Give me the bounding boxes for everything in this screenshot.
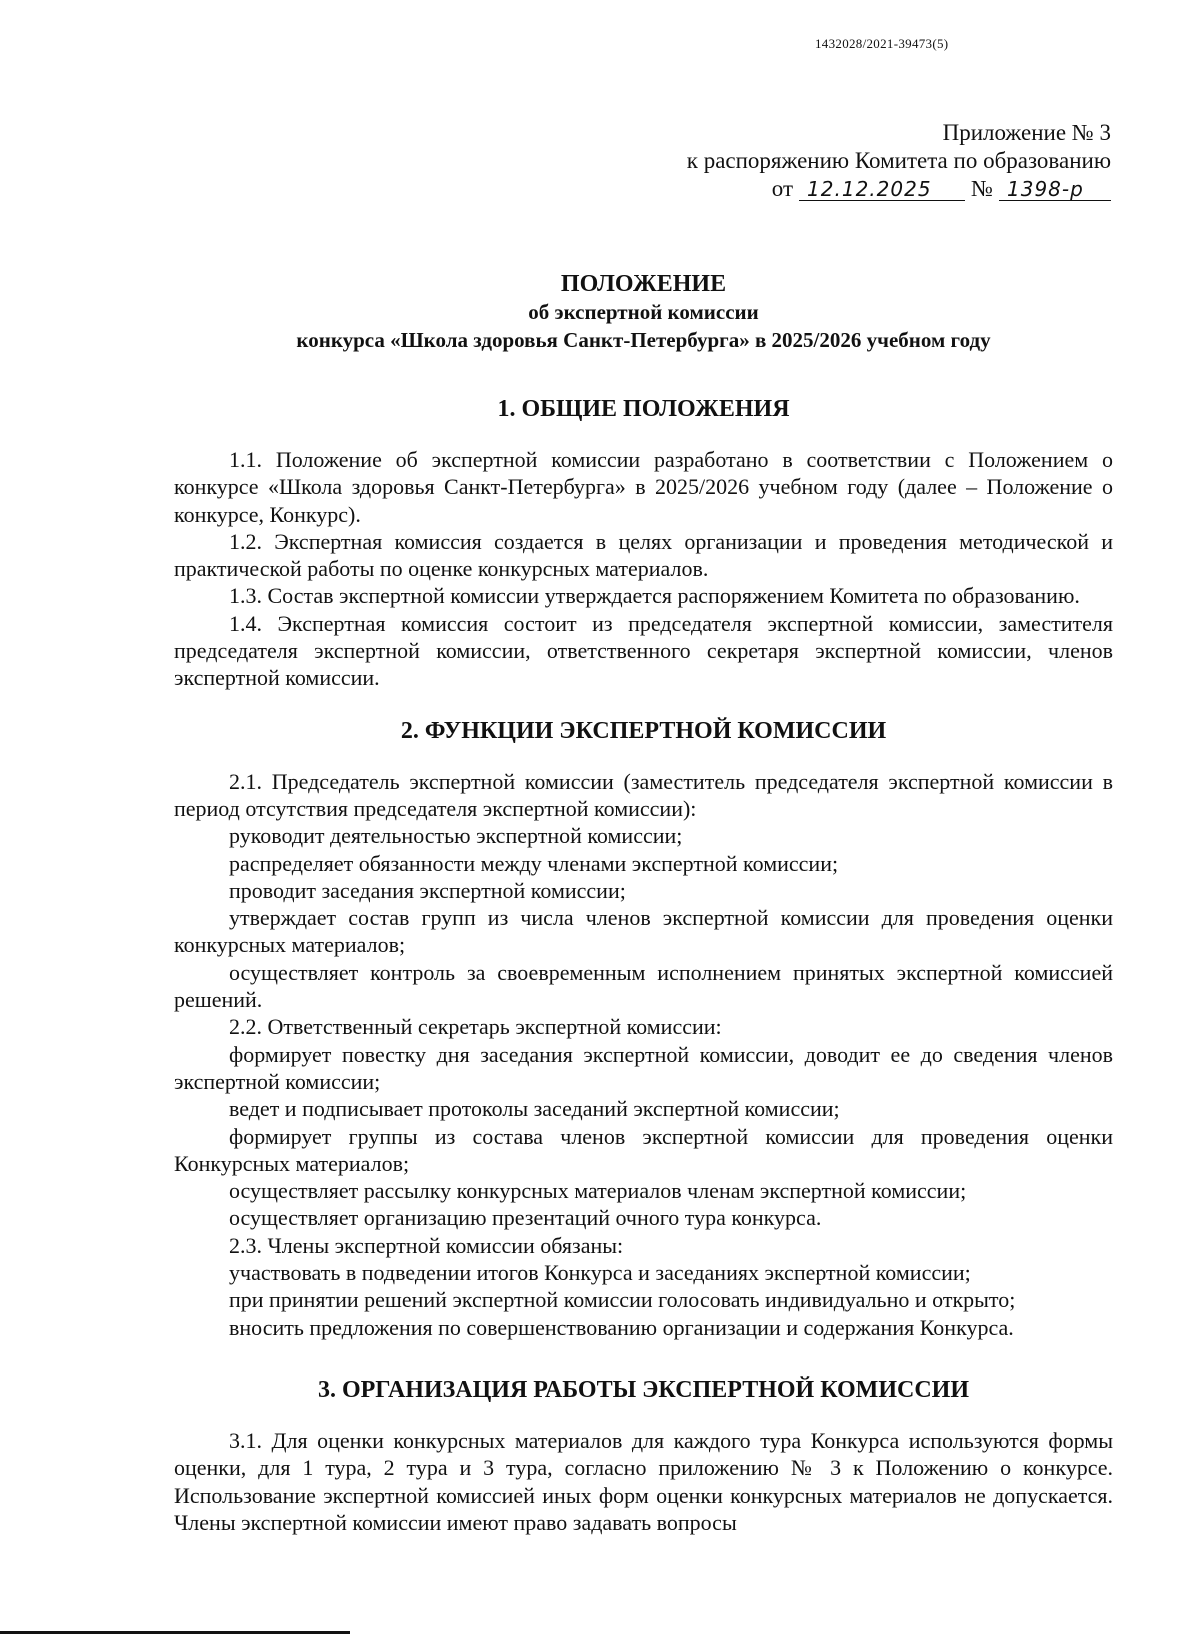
paragraph: формирует повестку дня заседания экспертной комиссии, доводит ее до сведения членов экспертной комиссии; (174, 1041, 1113, 1094)
scan-edge-line (0, 1631, 350, 1634)
section-heading: 3. ОРГАНИЗАЦИЯ РАБОТЫ ЭКСПЕРТНОЙ КОМИССИИ (317, 1376, 970, 1403)
paragraph: вносить предложения по совершенствованию организации и содержания Конкурса. (229, 1314, 1014, 1340)
section-heading: 1. ОБЩИЕ ПОЛОЖЕНИЯ (497, 396, 790, 422)
paragraph: 2.1. Председатель экспертной комиссии (заместитель председателя экспертной комиссии в период отсутствия председателя экспертной комиссии): (174, 768, 1113, 821)
appendix-block (687, 119, 1111, 203)
paragraph: 2.2. Ответственный секретарь экспертной комиссии: (229, 1014, 722, 1040)
paragraph: 1.3. Состав экспертной комиссии утверждается распоряжением Комитета по образованию. (229, 583, 1080, 609)
paragraph: 3.1. Для оценки конкурсных материалов для каждого тура Конкурса используются формы оценки, для 1 тура, 2 тура и 3 тура, согласно приложению № 3 к Положению о конкурсе. Использование экспертной комиссией иных форм оценки конкурсных материалов не допускается. Члены экспертной комиссии имеют право задавать вопросы (174, 1427, 1113, 1535)
paragraph: участвовать в подведении итогов Конкурса и заседаниях экспертной комиссии; (229, 1260, 971, 1286)
section-heading: 2. ФУНКЦИИ ЭКСПЕРТНОЙ КОМИССИИ (400, 717, 887, 744)
number-prefix: № (971, 176, 993, 201)
document-body (174, 270, 1113, 1560)
paragraph: 1.2. Экспертная комиссия создается в целях организации и проведения методической и практической работы по оценке конкурсных материалов. (174, 528, 1113, 582)
section-organization (174, 1375, 1113, 1536)
paragraph: утверждает состав групп из числа членов экспертной комиссии для проведения оценки конкурсных материалов; (174, 905, 1113, 958)
paragraph: формирует группы из состава членов экспертной комиссии для проведения оценки Конкурсных материалов; (174, 1123, 1113, 1176)
document-number: 1432028/2021-39473(5) (815, 36, 949, 51)
paragraph: 1.1. Положение об экспертной комиссии разработано в соответствии с Положением о конкурсе «Школа здоровья Санкт-Петербурга» в 2025/2026 учебном году (далее – Положение о конкурсе, Конкурс). (174, 447, 1113, 527)
paragraph: осуществляет организацию презентаций очного тура конкурса. (229, 1205, 822, 1231)
paragraph: распределяет обязанности между членами экспертной комиссии; (229, 850, 839, 876)
paragraph: при принятии решений экспертной комиссии голосовать индивидуально и открыто; (229, 1287, 1016, 1313)
document-title (174, 270, 1113, 354)
date-prefix: от (771, 176, 794, 201)
handwritten-date: 12.12.2025 (799, 178, 965, 201)
paragraph: ведет и подписывает протоколы заседаний экспертной комиссии; (229, 1096, 840, 1122)
paragraph: проводит заседания экспертной комиссии; (229, 877, 626, 903)
paragraph: 2.3. Члены экспертной комиссии обязаны: (229, 1232, 624, 1258)
appendix-reference: к распоряжению Комитета по образованию (686, 148, 1111, 173)
paragraph: осуществляет рассылку конкурсных материалов членам экспертной комиссии; (229, 1178, 967, 1204)
title-line-1: ПОЛОЖЕНИЕ (560, 271, 727, 297)
title-line-3: конкурса «Школа здоровья Санкт-Петербурга» в 2025/2026 учебном году (296, 328, 991, 352)
appendix-title: Приложение № 3 (942, 120, 1111, 145)
paragraph: руководит деятельностью экспертной комиссии; (229, 823, 683, 849)
paragraph: осуществляет контроль за своевременным исполнением принятых экспертной комиссией решений. (174, 959, 1113, 1013)
appendix-sign-row (687, 175, 1111, 203)
title-line-2: об экспертной комиссии (528, 300, 759, 324)
section-functions (174, 716, 1113, 1341)
handwritten-number: 1398-р (999, 178, 1111, 201)
section-general (174, 394, 1113, 692)
paragraph: 1.4. Экспертная комиссия состоит из председателя экспертной комиссии, заместителя председателя экспертной комиссии, ответственного секретаря экспертной комиссии, членов экспертной комиссии. (174, 610, 1113, 691)
